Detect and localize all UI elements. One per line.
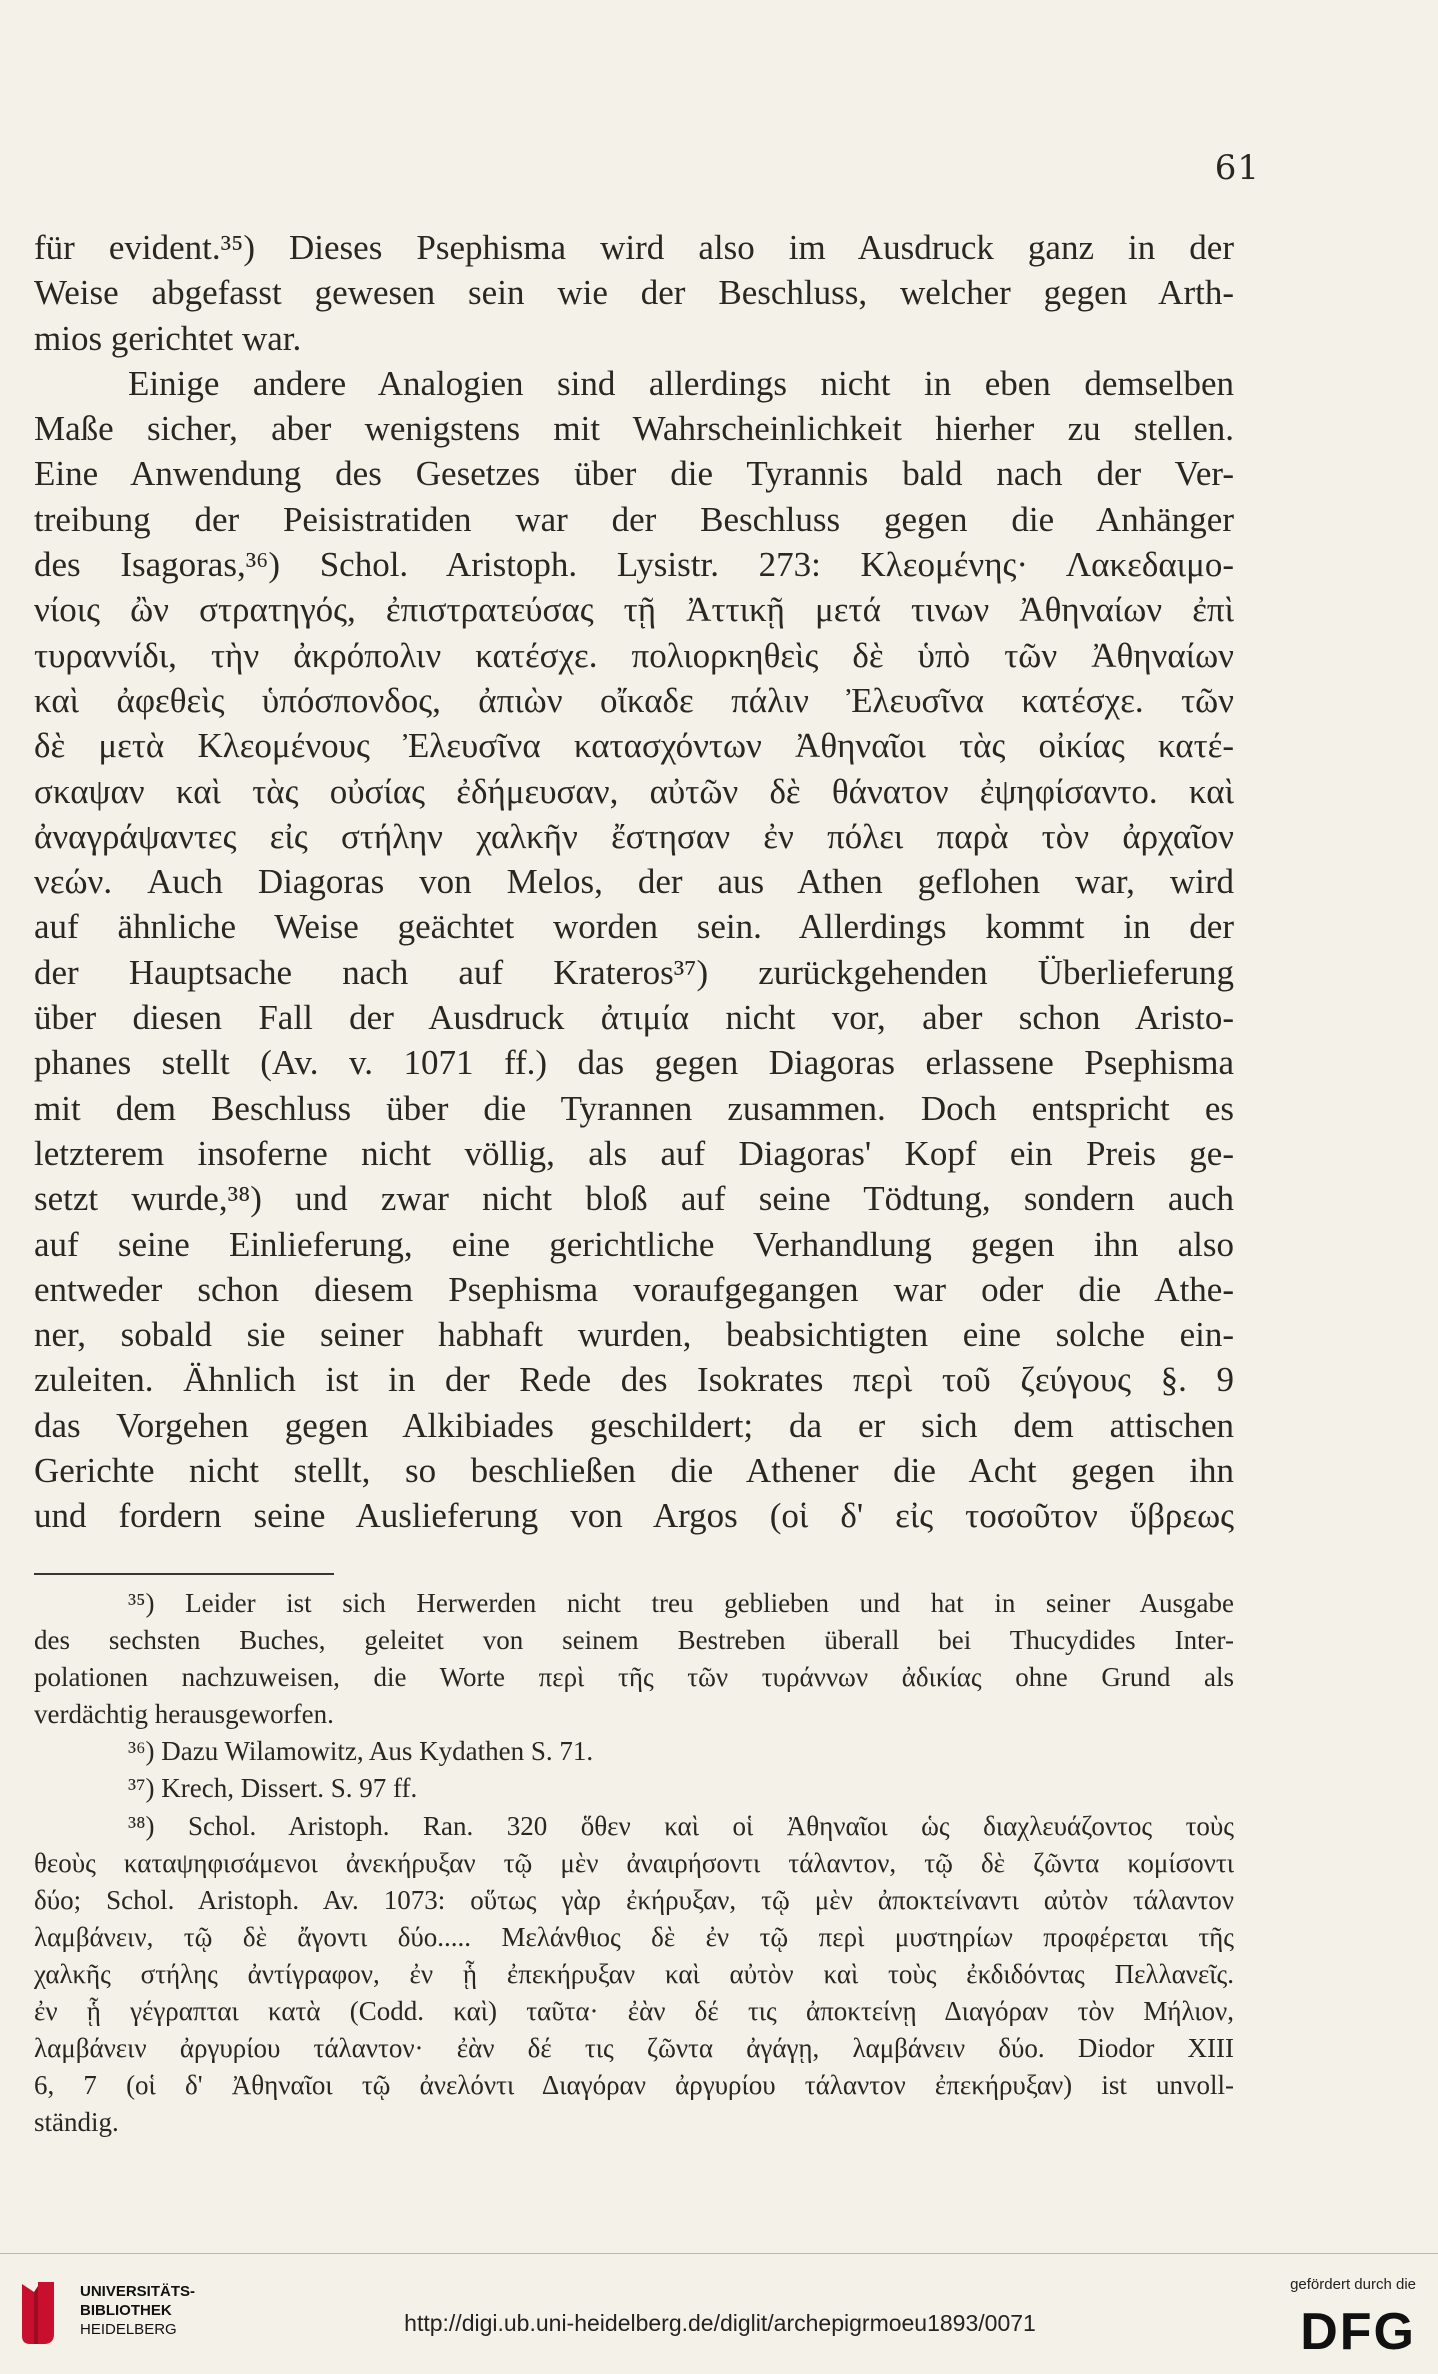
text-line: und fordern seine Auslieferung von Argos (οἱ δ' εἰς τοσοῦτον ὕβρεως [34, 1496, 1234, 1536]
text-line: entweder schon diesem Psephisma voraufgegangen war oder die Athe- [34, 1269, 1234, 1309]
ub-heidelberg-logo-icon [14, 2274, 62, 2352]
library-name-line: UNIVERSITÄTS- [80, 2283, 196, 2300]
main-text [34, 225, 1234, 1539]
text-line: treibung der Peisistratiden war der Beschluss gegen die Anhänger [34, 499, 1234, 539]
footnote-line: des sechsten Buches, geleitet von seinem Bestreben überall bei Thucydides Inter- [34, 1625, 1234, 1656]
dfg-logo: DFG [1300, 2303, 1416, 2361]
text-line: setzt wurde,³⁸) und zwar nicht bloß auf seine Tödtung, sondern auch [34, 1179, 1234, 1219]
library-name-line: BIBLIOTHEK [80, 2302, 172, 2319]
footnote-line: polationen nachzuweisen, die Worte περὶ τῆς τῶν τυράννων ἀδικίας ohne Grund als [34, 1662, 1234, 1693]
footnote-line: ἐν ᾗ γέγραπται κατὰ (Codd. καὶ) ταῦτα· ἐὰν δέ τις ἀποκτείνῃ Διαγόραν τὸν Μήλιον, [34, 1996, 1234, 2027]
text-line: νίοις ὢν στρατηγός, ἐπιστρατεύσας τῇ Ἀττικῇ μετά τινων Ἀθηναίων ἐπὶ [34, 590, 1234, 630]
footnote-line: ³⁵) Leider ist sich Herwerden nicht treu geblieben und hat in seiner Ausgabe [128, 1588, 1234, 1618]
text-line: Gerichte nicht stellt, so beschließen die Athener die Acht gegen ihn [34, 1451, 1234, 1491]
text-line: mios gerichtet war. [34, 318, 302, 358]
text-line: mit dem Beschluss über die Tyrannen zusammen. Doch entspricht es [34, 1088, 1234, 1128]
text-line: ner, sobald sie seiner habhaft wurden, beabsichtigten eine solche ein- [34, 1315, 1234, 1355]
text-line: Eine Anwendung des Gesetzes über die Tyrannis bald nach der Ver- [34, 454, 1234, 494]
text-line: ἀναγράψαντες εἰς στήλην χαλκῆν ἔστησαν ἐν πόλει παρὰ τὸν ἀρχαῖον [34, 816, 1234, 856]
footnote-line: 6, 7 (οἱ δ' Ἀθηναῖοι τῷ ἀνελόντι Διαγόραν ἀργυρίου τάλαντον ἐπεκήρυξαν) ist unvoll- [34, 2070, 1234, 2101]
text-line: der Hauptsache nach auf Krateros³⁷) zurückgehenden Überlieferung [34, 952, 1234, 992]
text-line: δὲ μετὰ Κλεομένους Ἐλευσῖνα κατασχόντων Ἀθηναῖοι τὰς οἰκίας κατέ- [34, 726, 1234, 766]
text-line: Einige andere Analogien sind allerdings nicht in eben demselben [128, 363, 1234, 403]
text-line: letzterem insoferne nicht völlig, als auf Diagoras' Kopf ein Preis ge- [34, 1133, 1234, 1173]
text-line: auf ähnliche Weise geächtet worden sein. Allerdings kommt in der [34, 907, 1234, 947]
text-line: Weise abgefasst gewesen sein wie der Beschluss, welcher gegen Arth- [34, 273, 1234, 313]
footnote-line: λαμβάνειν ἀργυρίου τάλαντον· ἐὰν δέ τις ζῶντα ἀγάγῃ, λαμβάνειν δύο. Diodor XIII [34, 2033, 1234, 2064]
library-name [80, 2282, 195, 2339]
source-url-link[interactable]: http://digi.ub.uni-heidelberg.de/diglit/archepigrmoeu1893/0071 [404, 2310, 1036, 2336]
footnote-line: ³⁷) Krech, Dissert. S. 97 ff. [128, 1773, 418, 1804]
page-number: 61 [1214, 148, 1260, 188]
footnote-divider [34, 1573, 334, 1575]
text-line: zuleiten. Ähnlich ist in der Rede des Isokrates περὶ τοῦ ζεύγους §. 9 [34, 1360, 1234, 1400]
footer-bar [0, 2253, 1438, 2374]
text-line: das Vorgehen gegen Alkibiades geschildert; da er sich dem attischen [34, 1405, 1234, 1445]
funder-caption: gefördert durch die [1290, 2276, 1416, 2293]
text-line: νεών. Auch Diagoras von Melos, der aus Athen geflohen war, wird [34, 862, 1234, 902]
footnote-line: ständig. [34, 2107, 119, 2138]
footnote-line: ³⁶) Dazu Wilamowitz, Aus Kydathen S. 71. [128, 1736, 594, 1767]
footnote-line: λαμβάνειν, τῷ δὲ ἄγοντι δύο..... Μελάνθιος δὲ ἐν τῷ περὶ μυστηρίων προφέρεται τῆς [34, 1921, 1234, 1952]
library-city: HEIDELBERG [80, 2321, 177, 2338]
text-line: τυραννίδι, τὴν ἀκρόπολιν κατέσχε. πολιορκηθεὶς δὲ ὑπὸ τῶν Ἀθηναίων [34, 635, 1234, 675]
footnotes [34, 1585, 1234, 2141]
text-line: σκαψαν καὶ τὰς οὐσίας ἐδήμευσαν, αὐτῶν δὲ θάνατον ἐψηφίσαντο. καὶ [34, 771, 1234, 811]
footnote-line: δύο; Schol. Aristoph. Av. 1073: οὕτως γὰρ ἐκήρυξαν, τῷ μὲν ἀποκτείναντι αὐτὸν τάλαντον [34, 1884, 1234, 1915]
footnote-line: ³⁸) Schol. Aristoph. Ran. 320 ὅθεν καὶ οἱ Ἀθηναῖοι ὡς διαχλευάζοντος τοὺς [128, 1810, 1234, 1841]
text-line: Maße sicher, aber wenigstens mit Wahrscheinlichkeit hierher zu stellen. [34, 409, 1234, 449]
text-line: auf seine Einlieferung, eine gerichtliche Verhandlung gegen ihn also [34, 1224, 1234, 1264]
text-line: über diesen Fall der Ausdruck ἀτιμία nicht vor, aber schon Aristo- [34, 998, 1234, 1038]
footnote-line: χαλκῆς στήλης ἀντίγραφον, ἐν ᾗ ἐπεκήρυξαν καὶ αὐτὸν καὶ τοὺς ἐκδιδόντας Πελλανεῖς. [34, 1958, 1234, 1989]
text-line: phanes stellt (Av. v. 1071 ff.) das gegen Diagoras erlassene Psephisma [34, 1043, 1234, 1083]
footnote-line: θεοὺς καταψηφισάμενοι ἀνεκήρυξαν τῷ μὲν ἀναιρήσοντι τάλαντον, τῷ δὲ ζῶντα κομίσοντι [34, 1847, 1234, 1878]
text-line: καὶ ἀφεθεὶς ὑπόσπονδος, ἀπιὼν οἴκαδε πάλιν Ἐλευσῖνα κατέσχε. τῶν [34, 680, 1234, 720]
footnote-line: verdächtig herausgeworfen. [34, 1699, 334, 1730]
text-line: des Isagoras,³⁶) Schol. Aristoph. Lysistr. 273: Κλεομένης· Λακεδαιμο- [34, 545, 1234, 585]
text-line: für evident.³⁵) Dieses Psephisma wird also im Ausdruck ganz in der [34, 228, 1234, 267]
